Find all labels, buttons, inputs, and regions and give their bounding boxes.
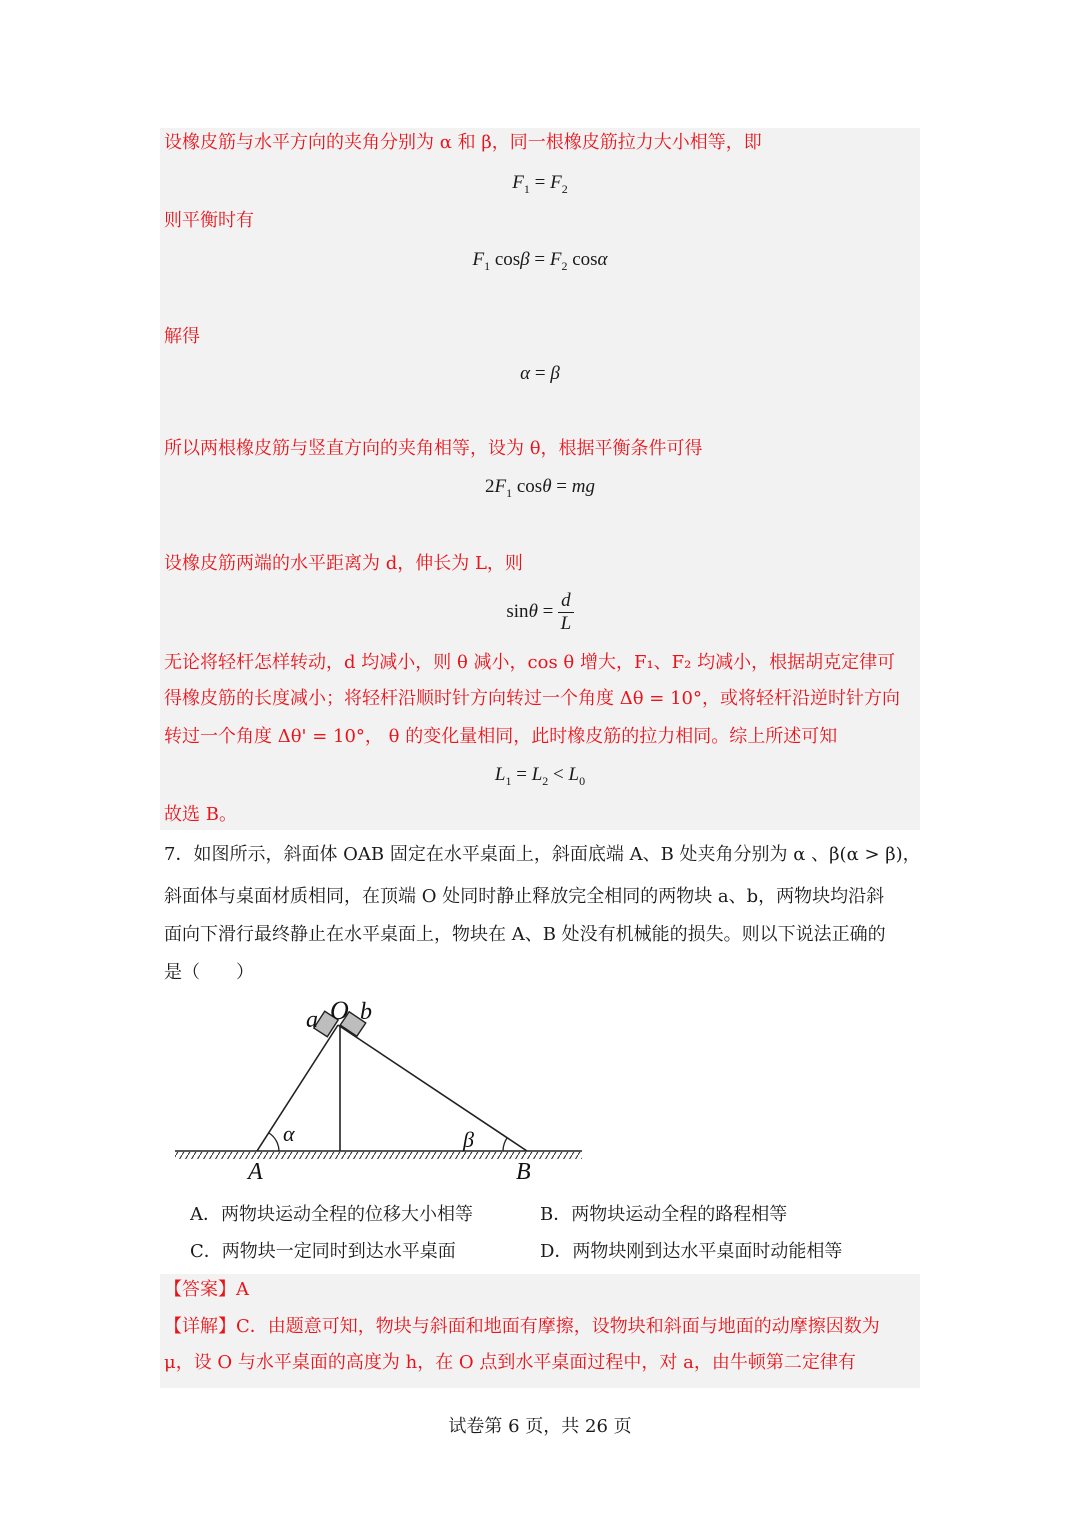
solution-line-2: 则平衡时有 (164, 210, 254, 231)
solution-line-3: 解得 (164, 326, 200, 347)
equation-lengths: $L_1 = L_2 < L_0$ (494, 764, 586, 788)
question-line-4: 是（ ） (164, 962, 254, 983)
incline-figure (170, 995, 590, 1185)
slope-ob (338, 1025, 527, 1151)
option-b[interactable]: B．两物块运动全程的路程相等 (540, 1204, 788, 1225)
solution-block (160, 128, 920, 830)
solution-line-4: 所以两根橡皮筋与竖直方向的夹角相等，设为 θ，根据平衡条件可得 (164, 438, 703, 459)
equation-mg: $2F_1$ cosθ = mg (485, 476, 595, 500)
angle-arc-beta (503, 1138, 507, 1151)
equation-f1-f2: $F_1 = F_2$ (512, 172, 568, 196)
page-footer: 试卷第 6 页，共 26 页 (448, 1416, 632, 1437)
solution-line-6: 无论将轻杆怎样转动，d 均减小，则 θ 减小，cos θ 增大，F₁、F₂ 均减小，根据胡克定律可 (164, 652, 896, 673)
label-b-block: b (360, 999, 372, 1025)
equation-sin-theta: sinθ = $\frac{d}{L}$ (160, 590, 920, 635)
answer-line: 【答案】A (164, 1279, 249, 1300)
label-alpha: α (283, 1121, 295, 1146)
question-7 (160, 842, 920, 990)
fraction-d-over-l: $\frac{d}{L}$ (558, 590, 574, 635)
ground-hatching (175, 1152, 582, 1159)
label-beta: β (463, 1127, 474, 1152)
detail-line-1: 【详解】C．由题意可知，物块与斜面和地面有摩擦，设物块和斜面与地面的动摩擦因数为 (164, 1316, 880, 1337)
answer-block (160, 1274, 920, 1388)
solution-line-8: 转过一个角度 Δθ' = 10°， θ 的变化量相同，此时橡皮筋的拉力相同。综上所述可知 (164, 726, 838, 747)
equation-balance: $F_1$ $\cos\beta = F_2$ cosα (472, 249, 608, 273)
solution-line-7: 得橡皮筋的长度减小；将轻杆沿顺时针方向转过一个角度 Δθ = 10°，或将轻杆沿逆时针方向 (164, 688, 900, 709)
question-line-3: 面向下滑行最终静止在水平桌面上，物块在 A、B 处没有机械能的损失。则以下说法正确的 (164, 924, 886, 945)
solution-conclusion: 故选 B。 (164, 804, 237, 825)
slope-oa (257, 1025, 338, 1151)
option-d[interactable]: D．两物块刚到达水平桌面时动能相等 (540, 1241, 843, 1262)
question-line-1: 7．如图所示，斜面体 OAB 固定在水平桌面上，斜面底端 A、B 处夹角分别为 α 、β(α > β)， (164, 844, 921, 865)
solution-line-1: 设橡皮筋与水平方向的夹角分别为 α 和 β，同一根橡皮筋拉力大小相等，即 (164, 132, 762, 153)
question-line-2: 斜面体与桌面材质相同，在顶端 O 处同时静止释放完全相同的两物块 a、b，两物块均沿斜 (164, 886, 885, 907)
label-o: O (330, 996, 349, 1025)
option-c[interactable]: C．两物块一定同时到达水平桌面 (190, 1241, 456, 1262)
label-point-a: A (248, 1159, 263, 1185)
detail-line-2: μ，设 O 与水平桌面的高度为 h，在 O 点到水平桌面过程中，对 a，由牛顿第二定律有 (164, 1352, 856, 1373)
label-point-b: B (516, 1159, 531, 1185)
equation-alpha-beta: α = β (520, 363, 560, 384)
label-a-block: a (306, 1007, 318, 1033)
angle-arc-alpha (269, 1133, 279, 1151)
solution-line-5: 设橡皮筋两端的水平距离为 d，伸长为 L，则 (164, 553, 523, 574)
option-a[interactable]: A．两物块运动全程的位移大小相等 (190, 1204, 473, 1225)
